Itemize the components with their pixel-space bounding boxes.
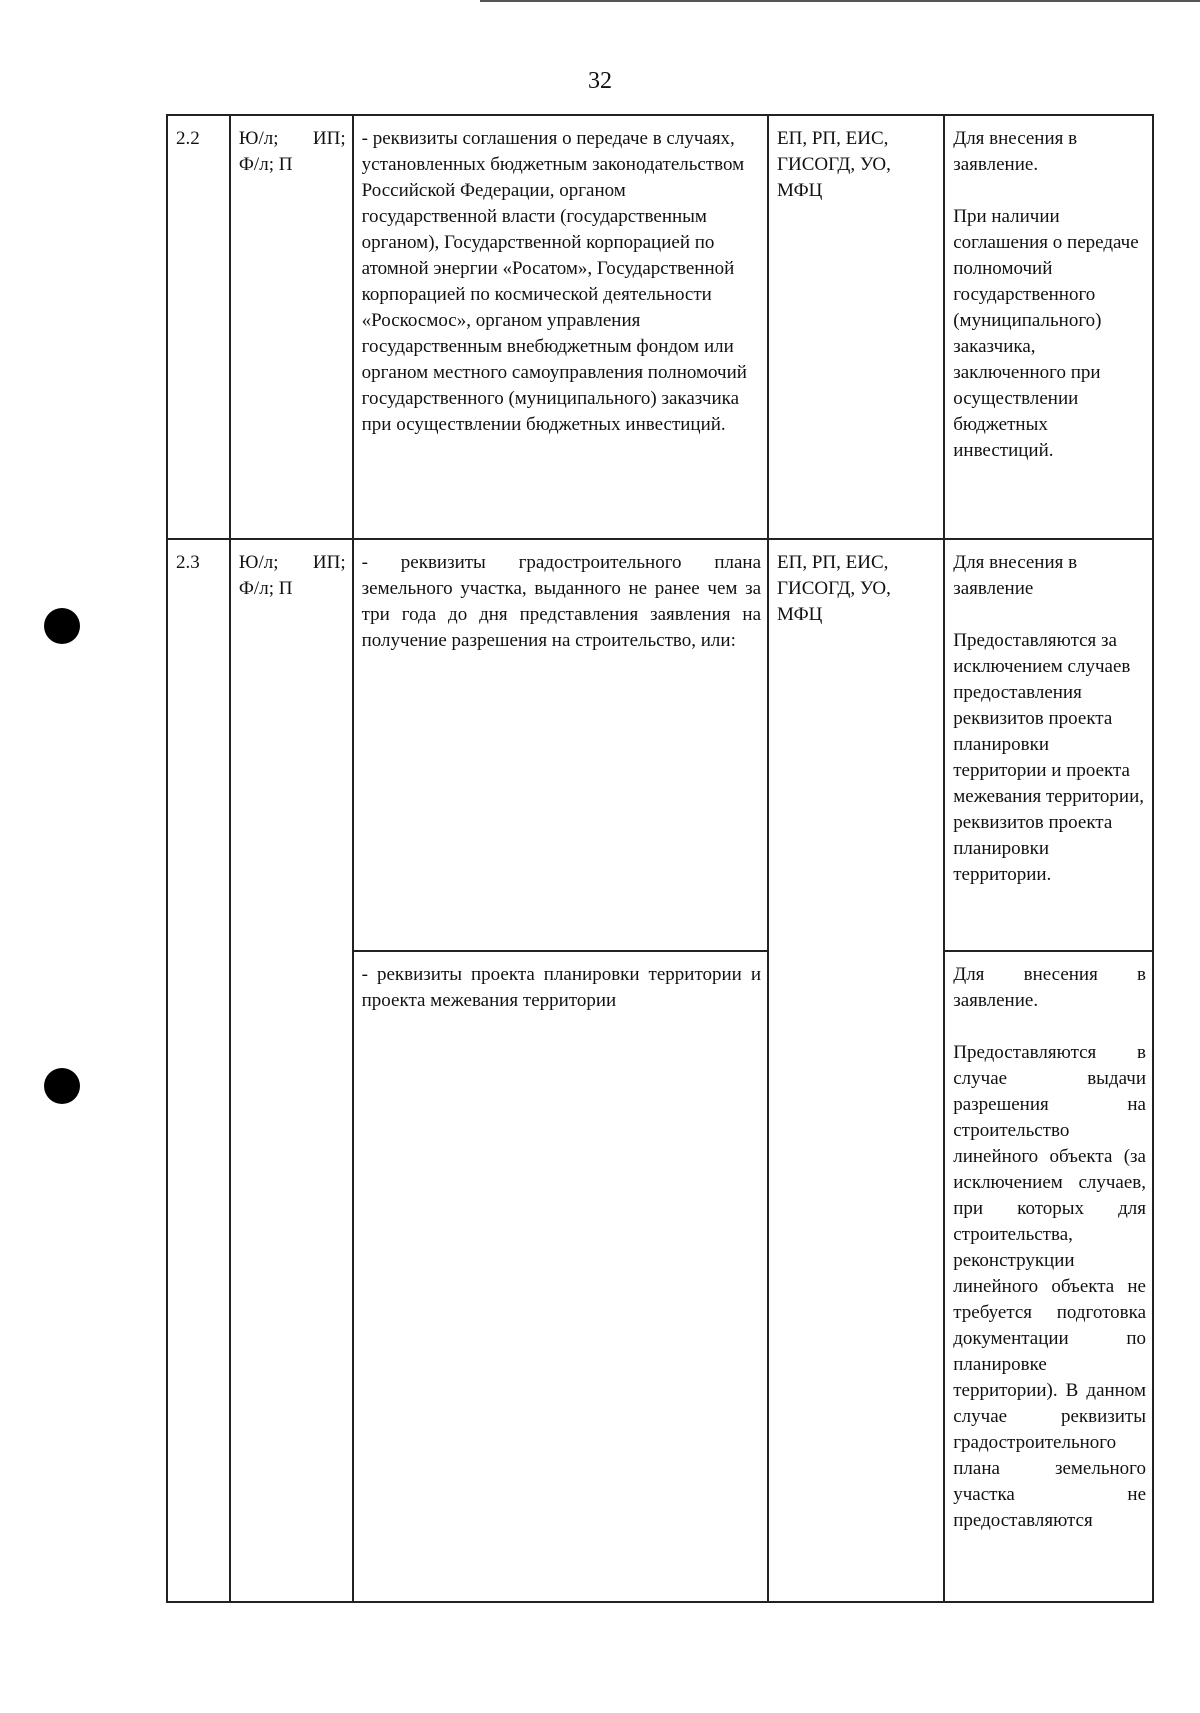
requirements-table	[166, 114, 1154, 1603]
note-purpose: Для внесения в заявление.	[953, 128, 1078, 175]
applicant-individual: Ф/л; П	[238, 578, 293, 599]
punch-hole-mark	[44, 1068, 80, 1104]
applicant-legal-entity: Ю/л;	[238, 128, 279, 149]
applicant-types	[230, 539, 353, 1602]
applicant-ip: ИП;	[312, 128, 346, 149]
applicant-types	[230, 115, 353, 539]
source-systems: ЕП, РП, ЕИС, ГИСОГД, УО, МФЦ	[768, 115, 944, 539]
row-number: 2.3	[167, 539, 230, 1602]
note-condition: При наличии соглашения о передаче полномочий государственного (муниципального) заказчика, заключенного при осуществлении бюджетных инвестиций.	[953, 206, 1139, 461]
applicant-ip: ИП;	[312, 552, 346, 573]
note-purpose: Для внесения в заявление	[953, 552, 1078, 599]
note-cell	[944, 115, 1153, 539]
applicant-legal-entity: Ю/л;	[238, 552, 279, 573]
source-systems: ЕП, РП, ЕИС, ГИСОГД, УО, МФЦ	[768, 539, 944, 1602]
document-description: - реквизиты соглашения о передаче в случаях, установленных бюджетным законодательством Российской Федерации, органом государственной власти (государственным органом), Государственной корпорацией по атомной энергии «Росатом», Государственной корпорацией по космической деятельности «Роскосмос», органом управления государственным внебюджетным фондом или органом местного самоуправления полномочий государственного (муниципального) заказчика при осуществлении бюджетных инвестиций.	[353, 115, 768, 539]
document-description: - реквизиты проекта планировки территории и проекта межевания территории	[353, 951, 768, 1602]
note-cell	[944, 539, 1153, 951]
table-row	[167, 115, 1153, 539]
applicant-individual: Ф/л; П	[238, 154, 293, 175]
punch-hole-mark	[44, 608, 80, 644]
top-edge-line	[480, 0, 1200, 2]
note-cell	[944, 951, 1153, 1602]
note-condition: Предоставляются за исключением случаев предоставления реквизитов проекта планировки территории и проекта межевания территории, реквизитов проекта планировки территории.	[953, 630, 1145, 885]
note-condition: Предоставляются в случае выдачи разрешения на строительство линейного объекта (за исключением случаев, при которых для строительства, реконструкции линейного объекта не требуется подготовка документации по планировке территории). В данном случае реквизиты градостроительного плана земельного участка не предоставляются	[953, 1042, 1146, 1531]
table-row	[167, 539, 1153, 951]
document-description: - реквизиты градостроительного плана земельного участка, выданного не ранее чем за три года до дня представления заявления на получение разрешения на строительство, или:	[353, 539, 768, 951]
note-purpose: Для внесения в заявление.	[953, 964, 1146, 1011]
row-number: 2.2	[167, 115, 230, 539]
page-number: 32	[588, 68, 612, 94]
